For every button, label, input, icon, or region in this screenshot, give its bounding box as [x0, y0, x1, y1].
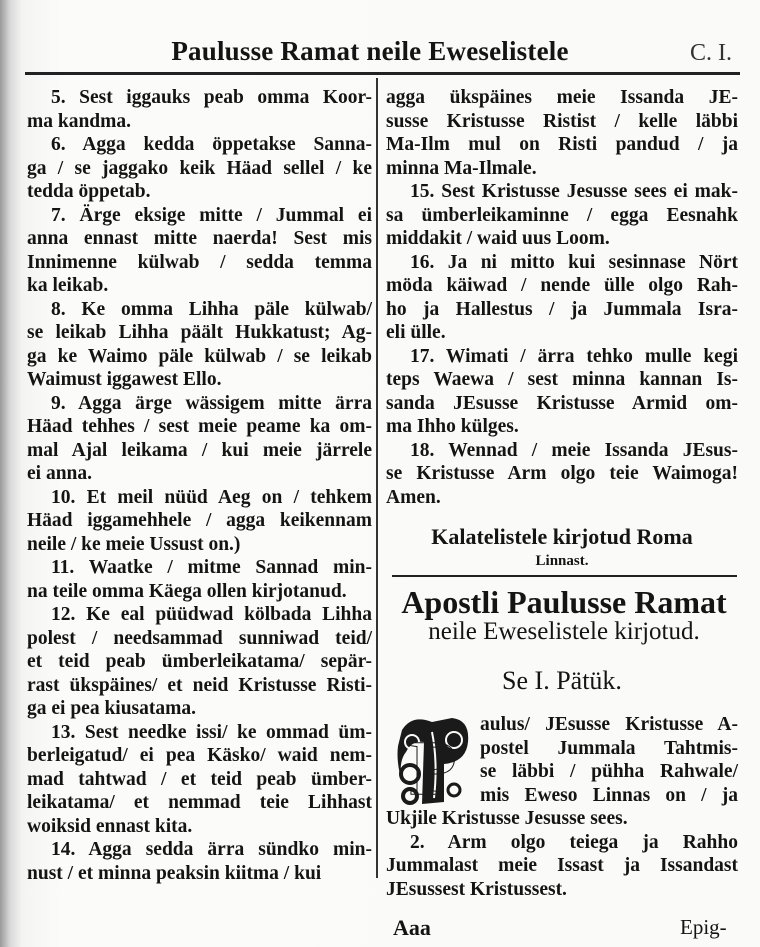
text-line: ga / se jaggako keik Häad sellel / ke	[27, 157, 372, 179]
text-line: Innimenne külwab / sedda temma	[27, 251, 372, 273]
verse-line: 10. Et meil nüüd Aeg on / tehkem	[51, 486, 372, 508]
text-line: mad tahtwad / et teid peab ümber-	[27, 768, 372, 790]
text-line: rast ükspäines/ et neid Kristusse Risti-	[27, 674, 372, 696]
catchword: Epig-	[680, 915, 727, 939]
verse-line: 12. Ke eal püüdwad kölbada Lihha	[51, 604, 372, 625]
text-line: ma kandma.	[27, 110, 132, 132]
verse-line: 18. Wennad / meie Issanda JEsus-	[410, 439, 738, 461]
text-line: sa ümberleikaminne / egga Eesnahk	[386, 204, 738, 226]
verse-line: 14. Agga sedda ärra sündko min-	[51, 839, 372, 860]
verse-line: 6. Agga kedda öppetakse Sanna-	[51, 134, 372, 155]
text-line: nust / et minna peaksin kiitma / kui	[27, 862, 322, 884]
text-line: sanda JEsusse Kristusse Armid om-	[386, 392, 738, 414]
text-line: Amen.	[386, 486, 441, 508]
text-line: middakit / waid uus Loom.	[386, 228, 610, 249]
text-line: agga ükspäines meie Issanda JE-	[386, 87, 738, 108]
column-divider	[376, 78, 378, 878]
text-line: ga ke Waimo päle külwab / se leikab	[27, 345, 372, 367]
section-rule	[392, 575, 737, 577]
colophon-line-2: Linnast.	[535, 553, 589, 569]
text-line: ma Ihho külges.	[386, 416, 519, 437]
text-line: ka leikab.	[27, 275, 109, 296]
text-line: ei anna.	[27, 463, 93, 484]
chapter-heading: Se I. Pätük.	[502, 666, 622, 695]
text-line: aulus/ JEsusse Kristusse A-	[480, 714, 738, 735]
verse-line: 5. Sest iggauks peab omma Koor-	[51, 87, 372, 108]
text-line: polest / needsammad sunniwad teid/	[27, 627, 372, 649]
text-line: susse Kristusse Ristist / kelle läbbi	[386, 110, 738, 132]
text-line: anna ennast mitte naerda! Sest mis	[27, 228, 372, 249]
text-line: Jummalast meie Issast ja Issandast	[386, 855, 738, 876]
text-line: ga ei pea kiusatama.	[27, 698, 197, 719]
verse-line: 16. Ja ni mitto kui sesinnase Nört	[410, 251, 738, 273]
verse-line: 15. Sest Kristusse Jesusse sees ei mak-	[410, 181, 738, 202]
chapter-reference: C. I.	[690, 40, 732, 66]
text-line: na teile omma Käega ollen kirjotanud.	[27, 580, 347, 602]
text-line: möda käiwad / nende ülle olgo Rah-	[386, 275, 738, 296]
running-title: Paulusse Ramat neile Eweselistele	[171, 36, 569, 66]
verse-line: 17. Wimati / ärra tehko mulle kegi	[410, 345, 738, 367]
text-line: leikatama/ et nemmad teie Lihhast	[27, 792, 372, 813]
text-line: Waimust iggawest Ello.	[27, 369, 222, 390]
text-line: minna Ma-Ilmale.	[386, 157, 537, 179]
chapter-one-text	[386, 713, 738, 901]
text-line: se Kristusse Arm olgo teie Waimoga!	[386, 463, 738, 484]
text-line: Ma-Ilm mul on Risti pandud / ja	[386, 134, 738, 155]
colophon-line-1: Kalatelistele kirjotud Roma	[431, 524, 693, 549]
text-line: Ukjile Kristusse Jesusse sees.	[386, 808, 628, 829]
book-title-line-1: Apostli Paulusse Ramat	[401, 584, 727, 620]
right-column	[386, 86, 738, 509]
left-column	[27, 86, 372, 885]
text-line: woiksid ennast kita.	[27, 815, 193, 837]
signature-mark: Aaa	[393, 915, 431, 940]
text-line: berleigatud/ ei pea Käsko/ waid nem-	[27, 745, 372, 766]
text-line: tedda öppetab.	[27, 181, 151, 202]
text-line: mis Eweso Linnas on / ja	[480, 784, 738, 806]
verse-line: 7. Ärge eksige mitte / Jummal ei	[51, 204, 372, 226]
svg-text:P: P	[409, 724, 457, 811]
text-line: Häad tehhes / sest meie peame ka om-	[27, 416, 372, 437]
book-title-line-2: neile Eweselistele kirjotud.	[428, 618, 700, 645]
text-line: mal Ajal leikama / kui meie järrele	[27, 439, 372, 461]
verse-line: 13. Sest needke issi/ ke ommad üm-	[51, 721, 372, 743]
text-line: ho ja Hallestus / ja Jummala Isra-	[386, 298, 738, 320]
verse-line: 8. Ke omma Lihha päle külwab/	[51, 298, 372, 320]
verse-line: 11. Waatke / mitme Sannad min-	[51, 557, 372, 578]
text-line: Häad iggamehhele / agga keikennam	[27, 510, 372, 531]
text-line: se läbbi / pühha Rahwale/	[480, 761, 738, 782]
header-rule	[25, 72, 740, 75]
verse-line: 2. Arm olgo teiega ja Rahho	[410, 831, 738, 853]
verse-line: 9. Agga ärge wässigem mitte ärra	[51, 392, 372, 414]
text-line: JEsussest Kristussest.	[386, 878, 567, 900]
text-line: teps Waewa / sest minna kannan Is-	[386, 369, 738, 390]
text-line: et teid peab ümberleikatama/ sepär-	[27, 651, 372, 672]
text-line: postel Jummala Tahtmis-	[480, 737, 738, 759]
text-line: se leikab Lihha päält Hukkatust; Ag-	[27, 322, 372, 343]
text-line: eli ülle.	[386, 322, 446, 343]
text-line: neile / ke meie Ussust on.)	[27, 533, 241, 555]
